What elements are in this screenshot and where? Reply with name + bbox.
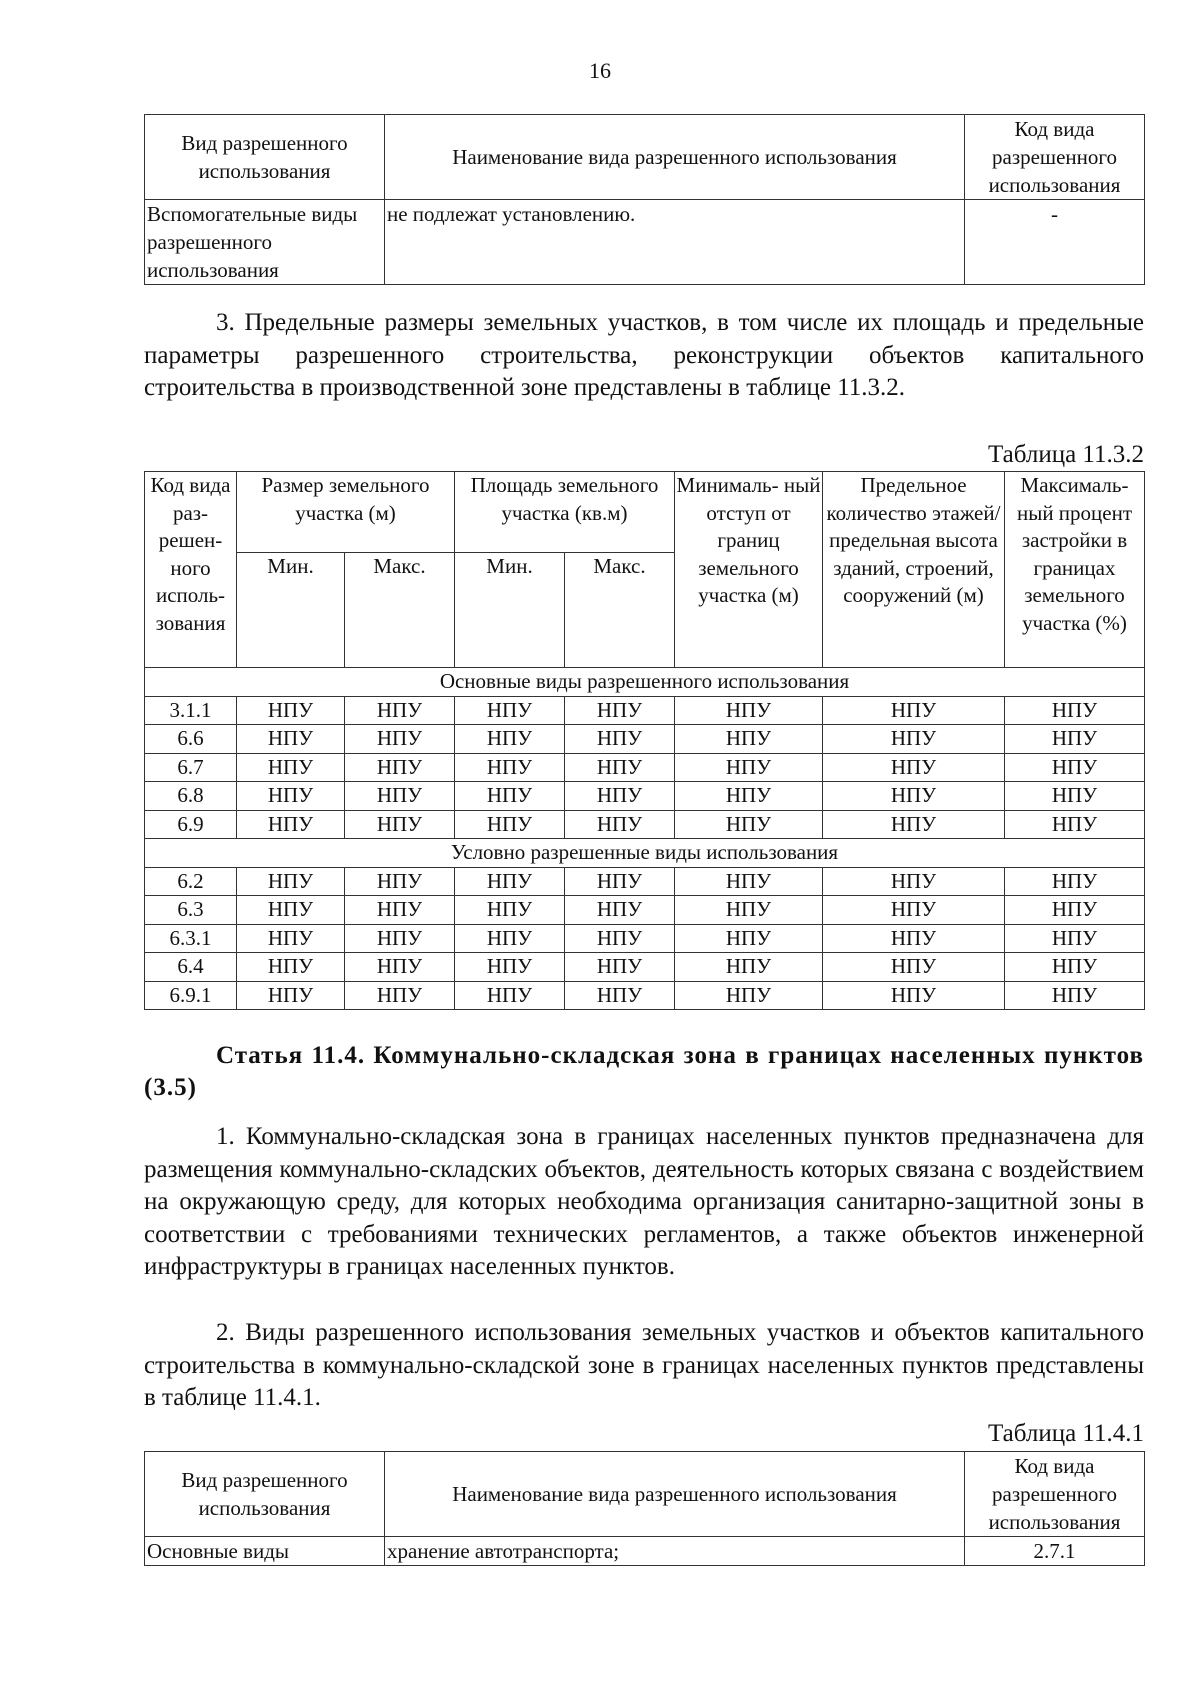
table-header-row (145, 1452, 1145, 1537)
cell-value: НПУ (1005, 924, 1145, 953)
cell-value: НПУ (565, 896, 675, 925)
cell-value: НПУ (823, 810, 1005, 839)
cell-value: НПУ (675, 810, 823, 839)
table-row (145, 782, 1145, 811)
header-max-percent: Максималь- ный процент застройки в границах земельного участка (%) (1005, 472, 1145, 668)
cell-value: НПУ (675, 753, 823, 782)
header-code: Код вида разрешенного использования (965, 115, 1145, 200)
cell-value: НПУ (565, 696, 675, 725)
cell-value: НПУ (823, 953, 1005, 982)
cell-value: НПУ (345, 782, 455, 811)
cell-value: НПУ (565, 810, 675, 839)
cell-code: 2.7.1 (965, 1537, 1145, 1566)
params-table-wrap (144, 471, 1144, 1010)
page-number: 16 (589, 58, 611, 83)
cell-value: НПУ (565, 953, 675, 982)
header-kind: Вид разрешенного использования (145, 1452, 385, 1537)
cell-value: НПУ (455, 753, 565, 782)
cell-name: хранение автотранспорта; (385, 1537, 965, 1566)
header-code: Код вида разрешенного использования (965, 1452, 1145, 1537)
cell-code: 6.9 (145, 810, 237, 839)
header-area-max: Макс. (565, 553, 675, 668)
cell-value: НПУ (455, 867, 565, 896)
cell-value: НПУ (823, 981, 1005, 1010)
cell-value: НПУ (1005, 867, 1145, 896)
cell-code: 6.4 (145, 953, 237, 982)
section-row-main (145, 668, 1145, 697)
cell-value: НПУ (1005, 981, 1145, 1010)
article-heading: Статья 11.4. Коммунально-складская зона в границах населенных пунктов (3.5) (144, 1042, 1144, 1101)
table-row (145, 1537, 1145, 1566)
table-header-row (145, 115, 1145, 200)
cell-value: НПУ (675, 696, 823, 725)
header-min-indent: Минималь- ный отступ от границ земельного участка (м) (675, 472, 823, 668)
table-row (145, 981, 1145, 1010)
cell-value: НПУ (565, 782, 675, 811)
cell-value: НПУ (823, 782, 1005, 811)
cell-value: НПУ (565, 725, 675, 754)
table-row (145, 924, 1145, 953)
table-row (145, 896, 1145, 925)
paragraph-2-wrap (144, 1317, 1144, 1415)
cell-value: НПУ (345, 953, 455, 982)
cell-value: НПУ (1005, 696, 1145, 725)
cell-value: НПУ (1005, 725, 1145, 754)
cell-value: НПУ (565, 924, 675, 953)
table-caption-b: Таблица 11.4.1 (988, 1420, 1144, 1447)
header-size-min: Мин. (237, 553, 345, 668)
uses-table-bottom (144, 1451, 1145, 1566)
cell-value: НПУ (1005, 753, 1145, 782)
cell-value: НПУ (345, 896, 455, 925)
cell-value: НПУ (675, 867, 823, 896)
cell-value: НПУ (565, 753, 675, 782)
cell-value: НПУ (237, 924, 345, 953)
cell-value: НПУ (455, 810, 565, 839)
uses-table-top (144, 114, 1145, 285)
header-size-max: Макс. (345, 553, 455, 668)
section-conditional: Условно разрешенные виды использования (145, 839, 1145, 868)
paragraph-3-wrap (144, 307, 1144, 405)
paragraph-2: 2. Виды разрешенного использования земельных участков и объектов капитального строительства в коммунально-складской зоне в границах населенных пунктов представлены в таблице 11.4.1. (144, 1319, 1144, 1412)
table-row (145, 200, 1145, 285)
header-code: Код вида раз- решен- ного исполь- зования (145, 472, 237, 668)
table-row (145, 696, 1145, 725)
header-plot-size: Размер земельного участка (м) (237, 472, 455, 553)
cell-value: НПУ (455, 953, 565, 982)
cell-value: НПУ (455, 924, 565, 953)
cell-value: НПУ (455, 696, 565, 725)
cell-value: НПУ (455, 725, 565, 754)
cell-value: НПУ (675, 924, 823, 953)
cell-value: НПУ (345, 867, 455, 896)
cell-code: 6.9.1 (145, 981, 237, 1010)
header-plot-area: Площадь земельного участка (кв.м) (455, 472, 675, 553)
caption-params-wrap (144, 440, 1144, 470)
cell-value: НПУ (565, 981, 675, 1010)
rows-main (145, 696, 1145, 839)
cell-value: НПУ (345, 725, 455, 754)
table-row (145, 867, 1145, 896)
cell-value: НПУ (237, 981, 345, 1010)
rows-conditional (145, 867, 1145, 1010)
article-heading-wrap (144, 1040, 1144, 1104)
cell-name: не подлежат установлению. (385, 200, 965, 285)
cell-value: НПУ (345, 810, 455, 839)
cell-value: НПУ (345, 753, 455, 782)
table-row (145, 725, 1145, 754)
header-name: Наименование вида разрешенного использования (385, 115, 965, 200)
section-row-conditional (145, 839, 1145, 868)
cell-value: НПУ (1005, 953, 1145, 982)
table-caption: Таблица 11.3.2 (988, 441, 1144, 468)
cell-kind: Вспомогательные виды разрешенного использования (145, 200, 385, 285)
cell-value: НПУ (675, 953, 823, 982)
cell-code: 6.6 (145, 725, 237, 754)
cell-value: НПУ (823, 725, 1005, 754)
header-kind: Вид разрешенного использования (145, 115, 385, 200)
cell-value: НПУ (237, 953, 345, 982)
paragraph-1-wrap (144, 1121, 1144, 1284)
cell-value: НПУ (237, 782, 345, 811)
cell-code: - (965, 200, 1145, 285)
params-header-row-1 (145, 472, 1145, 553)
cell-value: НПУ (823, 753, 1005, 782)
cell-value: НПУ (345, 981, 455, 1010)
cell-value: НПУ (675, 981, 823, 1010)
cell-value: НПУ (1005, 810, 1145, 839)
cell-value: НПУ (823, 696, 1005, 725)
cell-value: НПУ (675, 725, 823, 754)
cell-value: НПУ (237, 696, 345, 725)
cell-kind: Основные виды (145, 1537, 385, 1566)
paragraph-3: 3. Предельные размеры земельных участков, в том числе их площадь и предельные параметры разрешенного строительства, реконструкции объектов капитального строительства в производственной зоне представлены в таблице 11.3.2. (144, 309, 1144, 402)
cell-value: НПУ (237, 753, 345, 782)
cell-value: НПУ (1005, 782, 1145, 811)
params-table (144, 471, 1145, 1010)
cell-value: НПУ (237, 867, 345, 896)
cell-code: 6.8 (145, 782, 237, 811)
cell-value: НПУ (823, 867, 1005, 896)
cell-value: НПУ (455, 896, 565, 925)
cell-value: НПУ (345, 696, 455, 725)
cell-value: НПУ (675, 896, 823, 925)
table-row (145, 753, 1145, 782)
uses-table-top-wrap (144, 114, 1144, 285)
table-row (145, 810, 1145, 839)
cell-value: НПУ (1005, 896, 1145, 925)
cell-code: 6.7 (145, 753, 237, 782)
cell-value: НПУ (237, 810, 345, 839)
cell-value: НПУ (345, 924, 455, 953)
cell-value: НПУ (823, 896, 1005, 925)
cell-value: НПУ (823, 924, 1005, 953)
caption-b-wrap (144, 1419, 1144, 1449)
cell-value: НПУ (237, 725, 345, 754)
paragraph-1: 1. Коммунально-складская зона в границах населенных пунктов предназначена для размещения коммунально-складских объектов, деятельность которых связана с воздействием на окружающую среду, для которых необходима организация санитарно-защитной зоны в соответствии с требованиями технических регламентов, а также объектов инженерной инфраструктуры в границах населенных пунктов. (144, 1123, 1144, 1281)
cell-value: НПУ (565, 867, 675, 896)
header-name: Наименование вида разрешенного использования (385, 1452, 965, 1537)
cell-code: 3.1.1 (145, 696, 237, 725)
cell-code: 6.3 (145, 896, 237, 925)
header-floors: Предельное количество этажей/ предельная высота зданий, строений, сооружений (м) (823, 472, 1005, 668)
cell-value: НПУ (237, 896, 345, 925)
cell-code: 6.3.1 (145, 924, 237, 953)
section-main: Основные виды разрешенного использования (145, 668, 1145, 697)
table-row (145, 953, 1145, 982)
cell-value: НПУ (455, 782, 565, 811)
cell-value: НПУ (455, 981, 565, 1010)
cell-code: 6.2 (145, 867, 237, 896)
uses-table-bottom-wrap (144, 1451, 1144, 1566)
header-area-min: Мин. (455, 553, 565, 668)
cell-value: НПУ (675, 782, 823, 811)
